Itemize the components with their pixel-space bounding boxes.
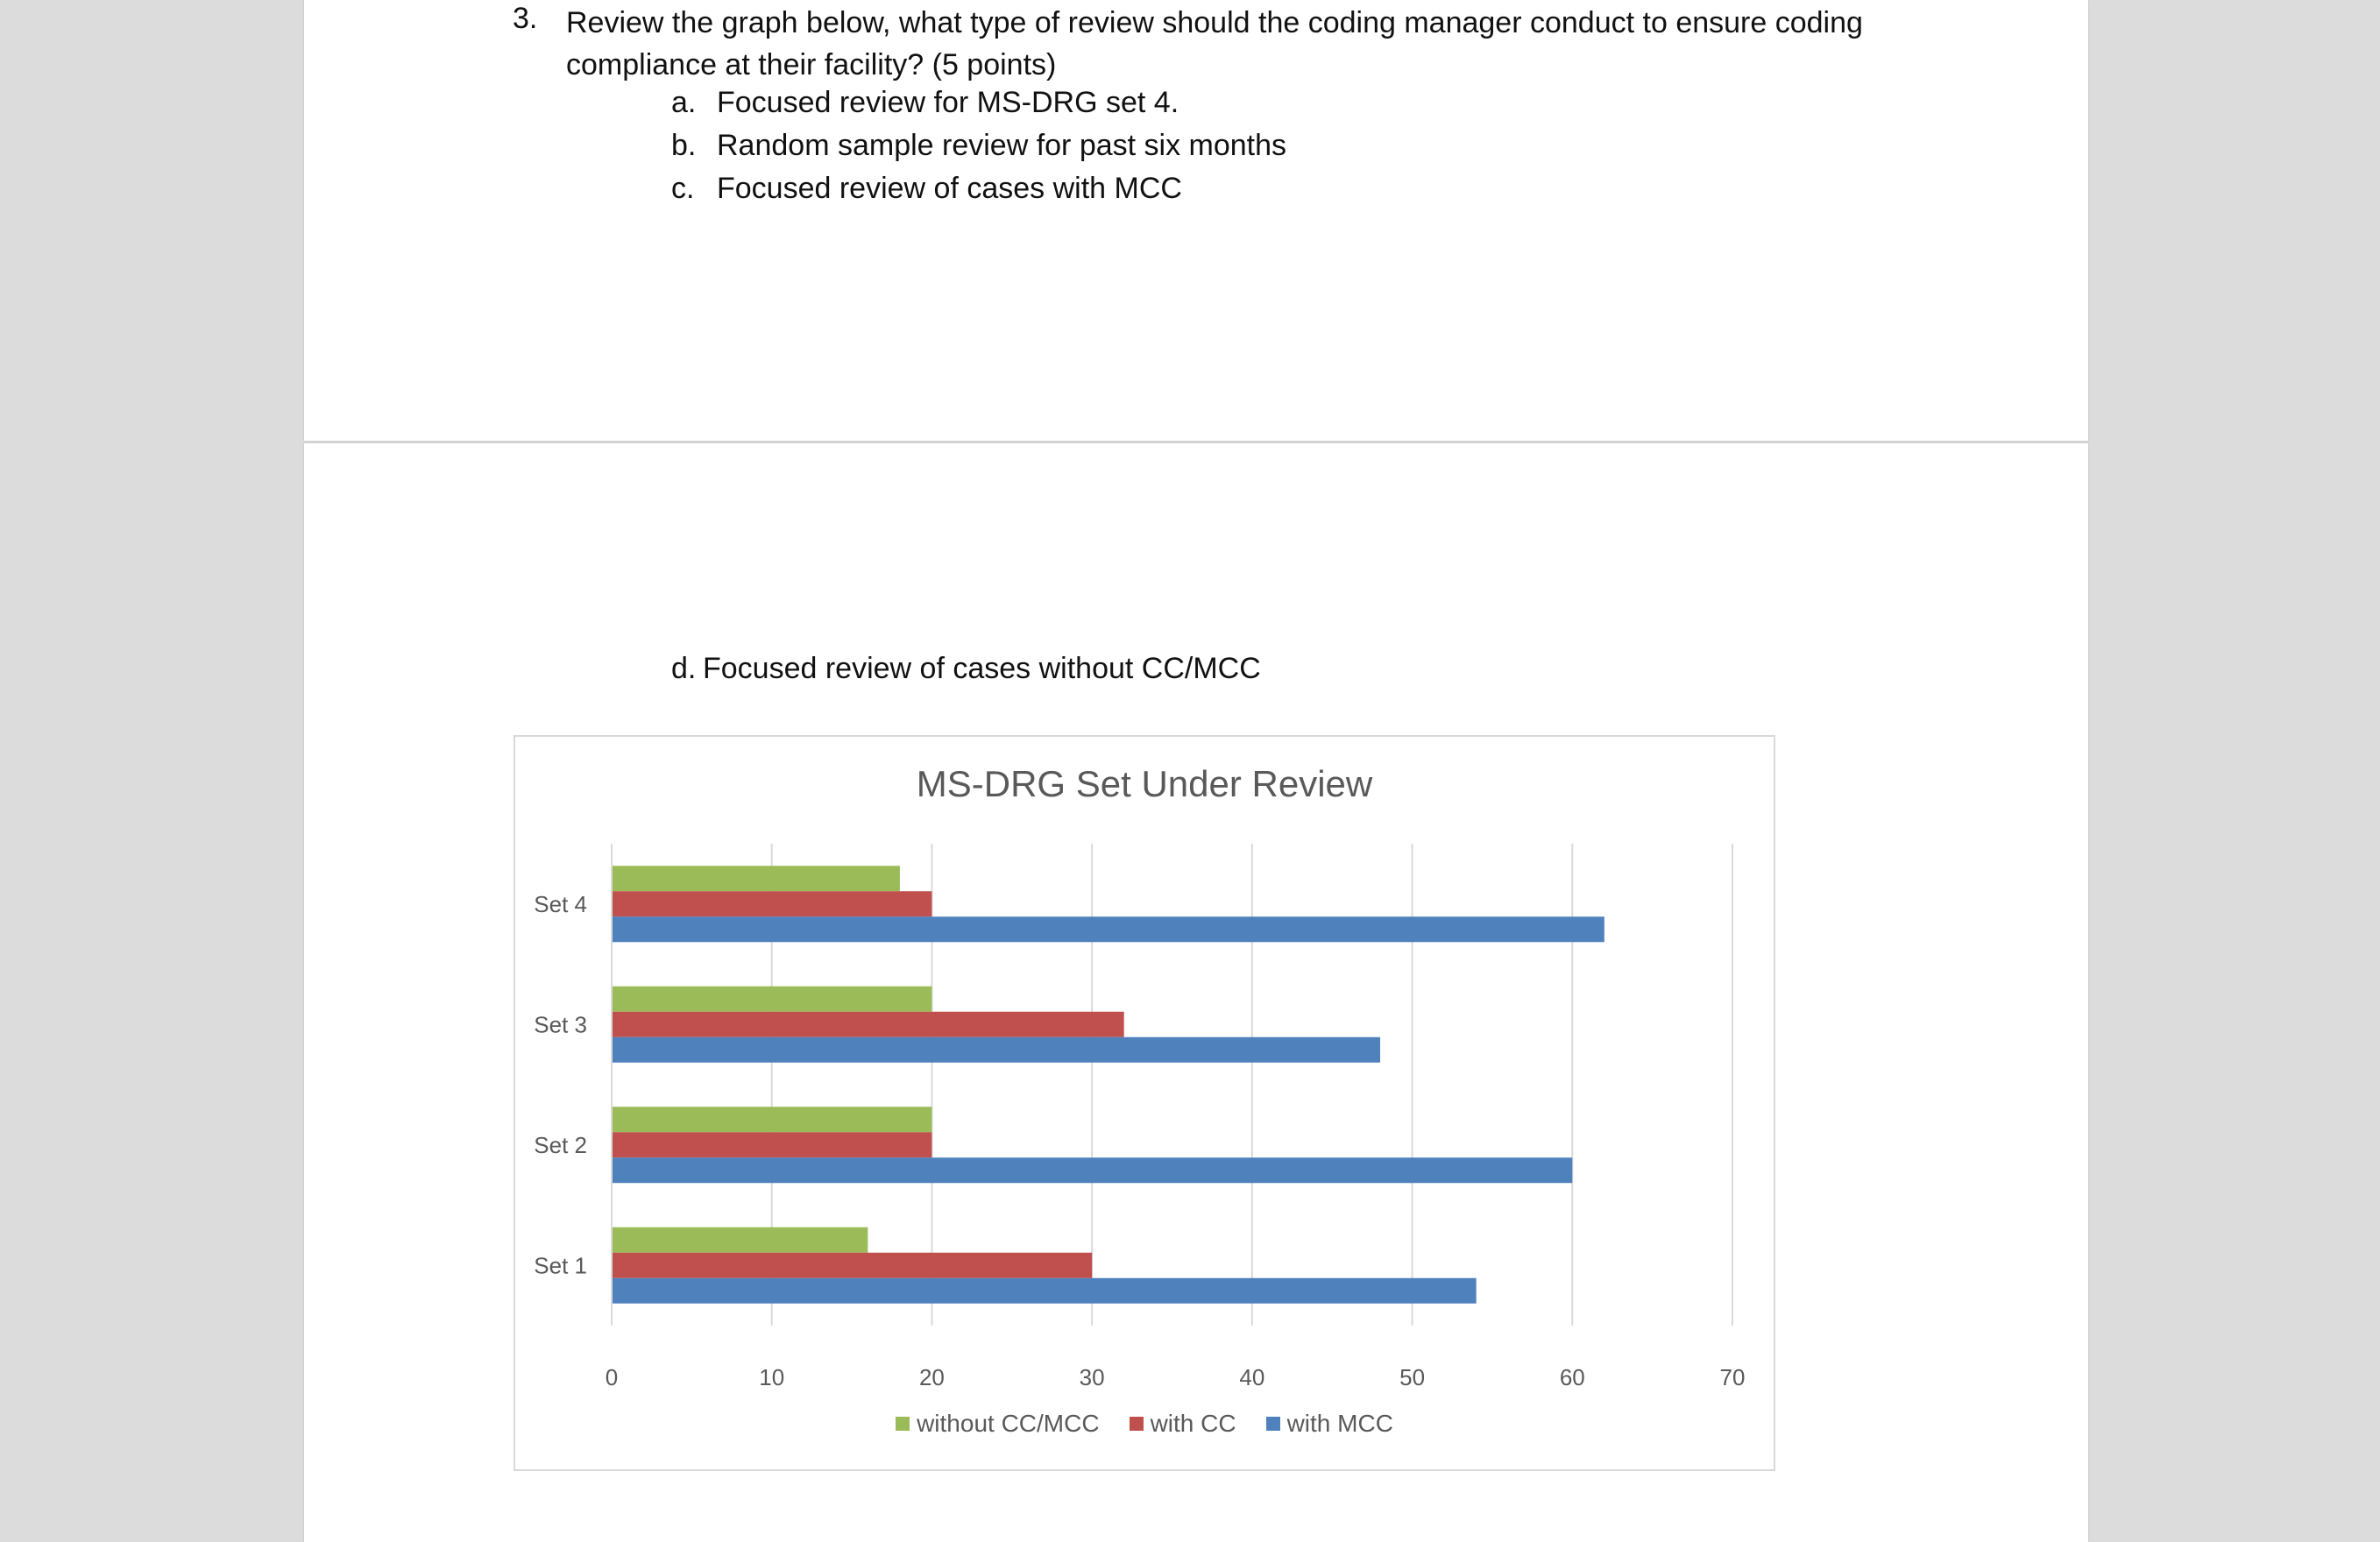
option-c-letter: c. [671,172,695,205]
document-page-1 [304,0,2088,441]
question-text: Review the graph below, what type of review should the coding manager conduct to ensure coding compliance at their facility? (5 points) [566,6,1863,81]
bar-set-3-with-cc [612,1012,1124,1037]
x-tick-label: 50 [1399,1364,1426,1390]
legend-label: without CC/MCC [917,1410,1100,1437]
x-tick-label: 70 [1719,1364,1746,1390]
legend-swatch [896,1417,910,1431]
bar-set-1-with-cc [612,1253,1092,1278]
question-number: 3. [513,2,538,35]
chart-title: MS-DRG Set Under Review [916,763,1373,804]
option-a-text: Focused review for MS-DRG set 4. [717,86,1179,119]
x-tick-label: 0 [605,1364,619,1390]
bar-set-2-with-mcc [612,1157,1572,1183]
bar-set-1-without-cc-mcc [612,1227,868,1253]
option-b-text: Random sample review for past six months [717,129,1287,162]
y-category-label: Set 2 [534,1131,587,1158]
option-d [671,652,1261,686]
bar-set-4-with-mcc [612,916,1604,942]
bar-set-2-with-cc [612,1132,931,1157]
option-d-text: Focused review of cases without CC/MCC [703,652,1261,685]
bar-set-3-without-cc-mcc [612,987,931,1012]
option-a-letter: a. [671,86,697,119]
document-page-2 [304,443,2088,1542]
x-tick-label: 60 [1559,1364,1585,1390]
bar-set-3-with-mcc [612,1037,1380,1063]
legend-item [896,1410,1099,1438]
y-category-label: Set 3 [534,1011,587,1038]
bar-set-4-without-cc-mcc [612,866,900,891]
legend-item [1266,1410,1393,1438]
chart-legend [515,1410,1774,1438]
bar-set-2-without-cc-mcc [612,1107,931,1132]
option-c-text: Focused review of cases with MCC [717,172,1182,205]
option-a [671,86,1179,120]
legend-item [1130,1410,1236,1438]
legend-label: with CC [1150,1410,1236,1437]
y-category-label: Set 4 [534,890,587,917]
option-c [671,172,1182,206]
x-tick-label: 30 [1079,1364,1105,1390]
chart-container [514,735,1775,1471]
x-tick-label: 20 [918,1364,945,1390]
legend-label: with MCC [1286,1410,1393,1437]
x-tick-label: 10 [759,1364,785,1390]
bar-set-4-with-cc [612,891,931,916]
option-d-letter: d. [671,652,697,685]
bar-chart [515,737,1774,1469]
x-tick-label: 40 [1239,1364,1265,1390]
option-b-letter: b. [671,129,697,162]
option-b [671,129,1286,163]
legend-swatch [1266,1417,1280,1431]
bar-set-1-with-mcc [612,1278,1477,1304]
legend-swatch [1130,1417,1144,1431]
y-category-label: Set 1 [534,1252,587,1279]
